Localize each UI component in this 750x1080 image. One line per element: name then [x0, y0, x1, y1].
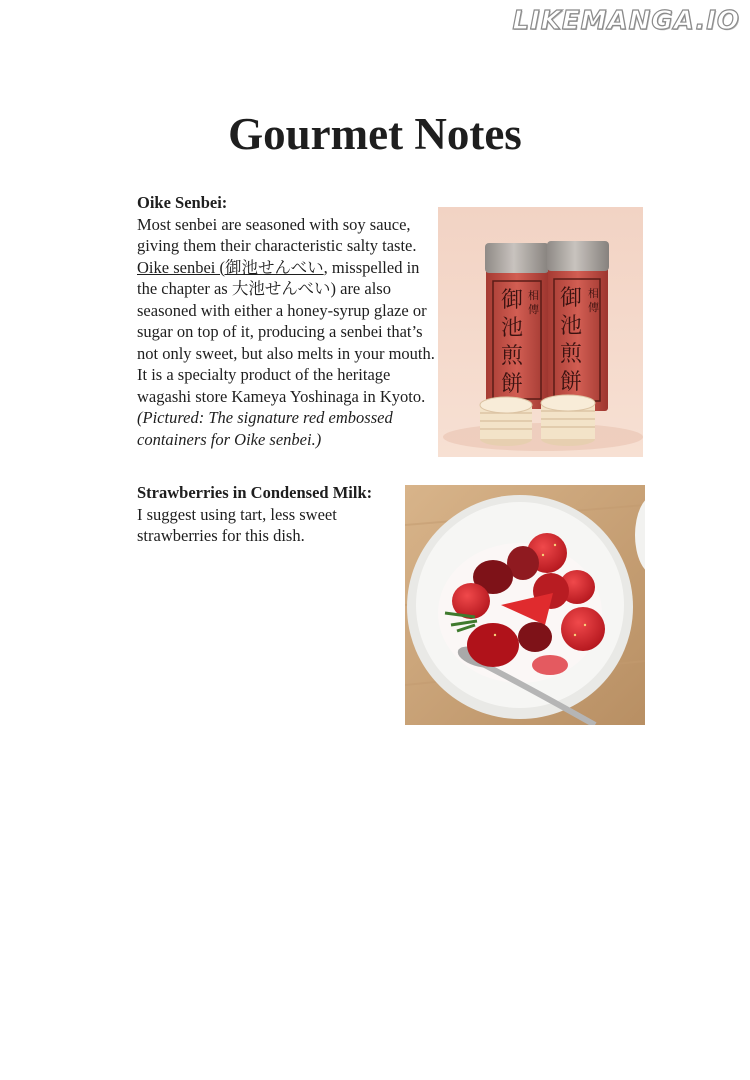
svg-text:餅: 餅: [560, 370, 583, 395]
senbei-cracker-stack-left: [480, 397, 532, 446]
senbei-tin-left: [485, 243, 549, 409]
note-body: , misspelled in the chapter as 大池せんべい) are also seasoned with either a honey-syrup glaze or sugar on top of it, producing a senbei that’s not only sweet, but also melts in your mouth. It is a specialty product of the heritage wagashi store Kameya Yoshinaga in Kyoto.: [137, 257, 435, 406]
photo-caption: (Pictured: The signature red embossed containers for Oike senbei.): [137, 408, 393, 449]
svg-text:相: 相: [588, 287, 599, 300]
svg-text:煎: 煎: [560, 342, 583, 367]
strawberries-bowl-photo: [405, 485, 645, 725]
oike-senbei-tins-photo: [438, 207, 643, 457]
svg-text:相: 相: [528, 289, 539, 302]
oike-senbei-term: Oike senbei (御池せんべい: [137, 257, 324, 277]
site-watermark: LIKEMANGA.IO: [512, 6, 740, 36]
svg-text:煎: 煎: [501, 344, 524, 369]
note-intro: Most senbei are seasoned with soy sauce, giving them their characteristic salty taste.: [137, 214, 417, 255]
note-body: I suggest using tart, less sweet strawberries for this dish.: [137, 504, 337, 545]
svg-text:御: 御: [560, 286, 583, 311]
svg-text:餅: 餅: [501, 372, 524, 397]
senbei-cracker-stack-right: [541, 395, 595, 446]
svg-text:御: 御: [501, 288, 524, 313]
oike-senbei-note: [137, 192, 439, 450]
strawberries-condensed-milk-note: [137, 482, 397, 547]
senbei-tin-right: [547, 241, 609, 411]
svg-text:池: 池: [560, 314, 583, 339]
page-title: Gourmet Notes: [228, 109, 522, 159]
svg-text:傳: 傳: [528, 303, 539, 316]
note-heading: Strawberries in Condensed Milk:: [137, 483, 373, 502]
note-heading: Oike Senbei:: [137, 193, 228, 212]
svg-text:池: 池: [501, 316, 524, 341]
svg-text:傳: 傳: [588, 301, 599, 314]
